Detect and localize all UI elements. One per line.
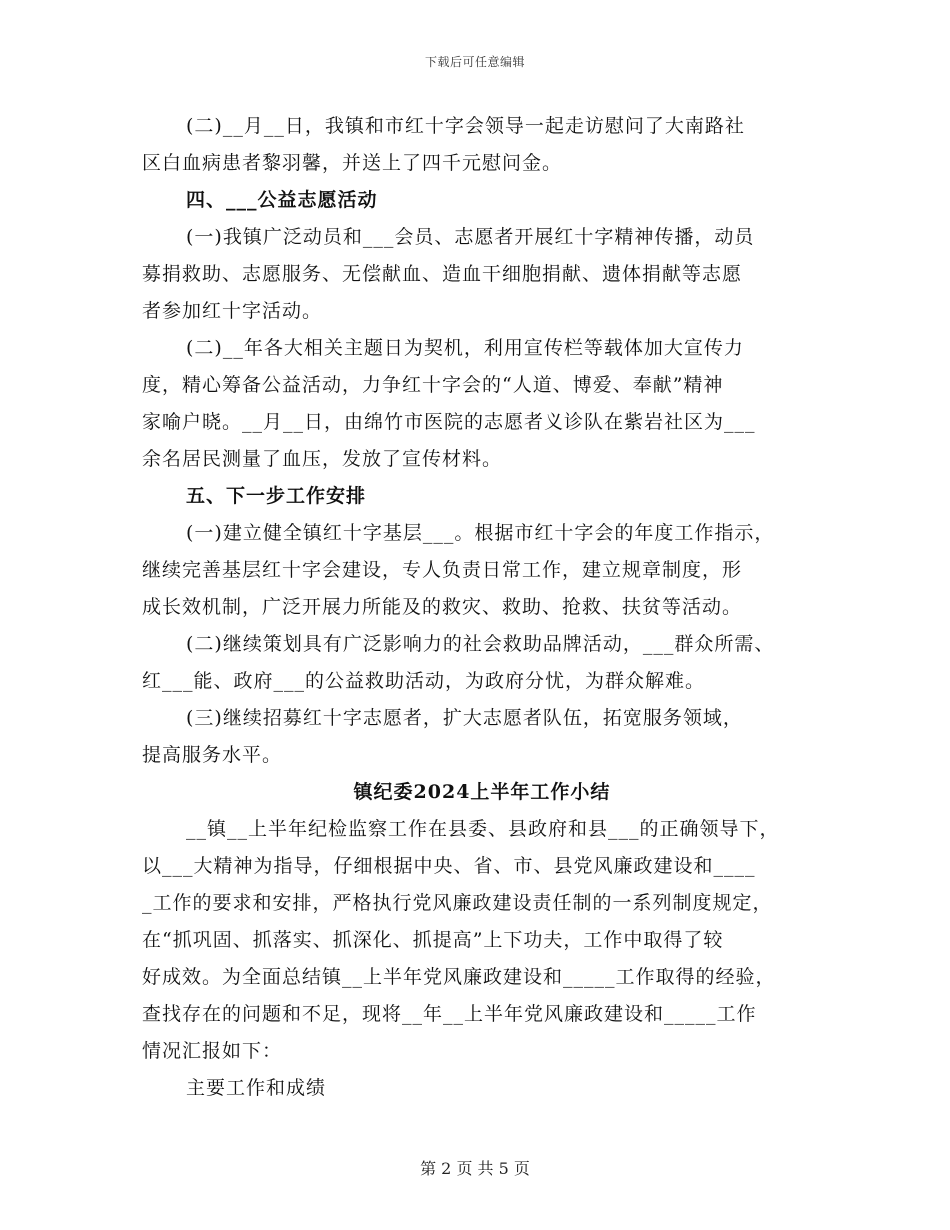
paragraph-line: (二)继续策划具有广泛影响力的社会救助品牌活动，___群众所需、: [186, 633, 775, 655]
paragraph-line: (一)建立健全镇红十字基层___。根据市红十字会的年度工作指示，: [186, 522, 775, 544]
paragraph-line: 提高服务水平。: [142, 744, 283, 766]
paragraph-line: 在“抓巩固、抓落实、抓深化、抓提高”上下功夫，工作中取得了较: [142, 929, 724, 951]
paragraph-line: _工作的要求和安排，严格执行党风廉政建设责任制的一系列制度规定，: [142, 892, 773, 914]
paragraph-line: 余名居民测量了血压，发放了宣传材料。: [142, 448, 503, 470]
paragraph-line: (一)我镇广泛动员和___会员、志愿者开展红十字精神传播，动员: [186, 226, 755, 248]
paragraph-line: 家喻户晓。__月__日，由绵竹市医院的志愿者义诊队在紫岩社区为___: [142, 411, 756, 433]
document-title: 镇纪委2024上半年工作小结: [353, 781, 611, 803]
paragraph-line: 区白血病患者黎羽馨，并送上了四千元慰问金。: [142, 152, 563, 174]
paragraph-line: 好成效。为全面总结镇__上半年党风廉政建设和_____工作取得的经验，: [142, 966, 776, 988]
paragraph-line: (二)__月__日，我镇和市红十字会领导一起走访慰问了大南路社: [186, 115, 745, 137]
paragraph-line: 情况汇报如下：: [142, 1040, 283, 1062]
document-body: [142, 108, 822, 1107]
page-number: 第 2 页 共 5 页: [420, 1159, 530, 1178]
paragraph-line: (二)__年各大相关主题日为契机，利用宣传栏等载体加大宣传力: [186, 337, 744, 359]
paragraph-line: (三)继续招募红十字志愿者，扩大志愿者队伍，拓宽服务领域，: [186, 707, 743, 729]
paragraph-line: 者参加红十字活动。: [142, 300, 323, 322]
subheading: 主要工作和成绩: [186, 1077, 327, 1099]
paragraph-line: __镇__上半年纪检监察工作在县委、县政府和县___的正确领导下，: [186, 818, 780, 840]
paragraph-line: 成长效机制，广泛开展力所能及的救灾、救助、抢救、扶贫等活动。: [142, 596, 743, 618]
page-header: 下载后可任意编辑: [424, 55, 525, 69]
paragraph-line: 以___大精神为指导，仔细根据中央、省、市、县党风廉政建设和____: [142, 855, 756, 877]
paragraph-line: 查找存在的问题和不足，现将__年__上半年党风廉政建设和_____工作: [142, 1003, 757, 1025]
paragraph-line: 红___能、政府___的公益救助活动，为政府分忧，为群众解难。: [142, 670, 706, 692]
paragraph-line: 度，精心筹备公益活动，力争红十字会的“人道、博爱、奉献”精神: [142, 374, 724, 396]
paragraph-line: 募捐救助、志愿服务、无偿献血、造血干细胞捐献、遗体捐献等志愿: [142, 263, 743, 285]
paragraph-line: 继续完善基层红十字会建设，专人负责日常工作，建立规章制度，形: [142, 559, 743, 581]
section-heading-four: 四、___公益志愿活动: [186, 189, 378, 211]
section-heading-five: 五、下一步工作安排: [186, 485, 367, 507]
